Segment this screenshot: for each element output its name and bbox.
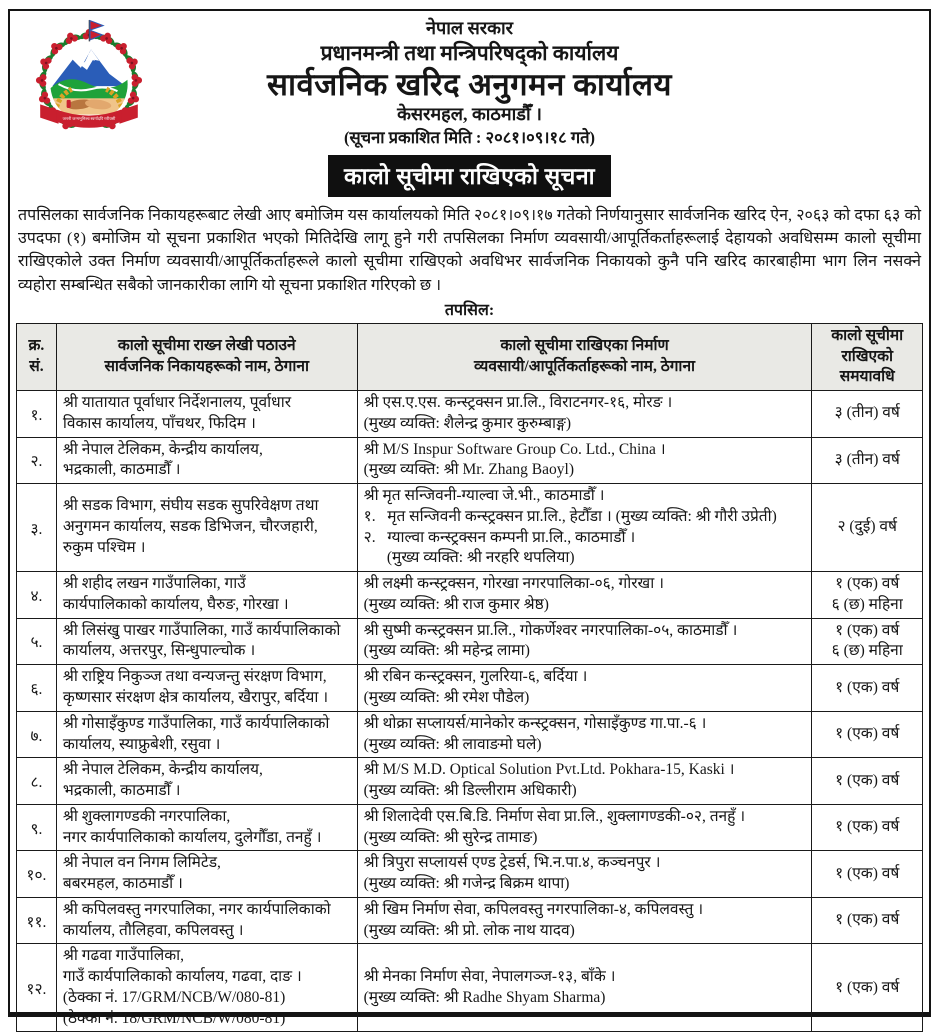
cell-line: २. ग्याल्वा कन्स्ट्रक्सन कम्पनी प्रा.लि., काठमाडौँ । xyxy=(364,528,806,549)
contractor-cell xyxy=(357,944,812,1032)
header-contractor xyxy=(357,323,812,390)
cell-line: १. मृत सन्जिवनी कन्स्ट्रक्सन प्रा.लि., हेटौँडा । (मुख्य व्यक्ति: श्री गौरी उप्रेती) xyxy=(364,507,806,528)
cell-line: (मुख्य व्यक्ति: श्री प्रो. लोक नाथ यादव) xyxy=(364,921,806,942)
government-name: नेपाल सरकार xyxy=(16,17,923,40)
contractor-cell xyxy=(357,437,812,484)
cell-line: श्री M/S Inspur Software Group Co. Ltd., China । xyxy=(364,440,806,461)
cell-line: (मुख्य व्यक्ति: श्री गजेन्द्र बिक्रम थापा) xyxy=(364,874,806,895)
table-row xyxy=(17,618,923,665)
duration-cell xyxy=(812,572,923,619)
cell-line: श्री नेपाल टेलिकम, केन्द्रीय कार्यालय, xyxy=(63,760,351,781)
header-line: क्र. xyxy=(23,336,50,357)
contractor-cell xyxy=(357,572,812,619)
cell-line: १ (एक) वर्ष xyxy=(818,910,916,931)
letterhead xyxy=(16,13,923,149)
header-public-body xyxy=(56,323,357,390)
cell-line: श्री शहीद लखन गाउँपालिका, गाउँ xyxy=(63,574,351,595)
public-body-cell xyxy=(56,437,357,484)
cell-line: कृष्णसार संरक्षण क्षेत्र कार्यालय, खैरापुर, बर्दिया । xyxy=(63,688,351,709)
cell-line: श्री त्रिपुरा सप्लायर्स एण्ड ट्रेडर्स, भि.न.पा.४, कञ्चनपुर । xyxy=(364,853,806,874)
table-row xyxy=(17,572,923,619)
cell-line: श्री राष्ट्रिय निकुञ्ज तथा वन्यजन्तु संरक्षण विभाग, xyxy=(63,667,351,688)
cell-line: बबरमहल, काठमाडौँ । xyxy=(63,874,351,895)
serial-number-cell: ११. xyxy=(17,897,57,944)
serial-number-cell: ५. xyxy=(17,618,57,665)
table-row xyxy=(17,944,923,1032)
serial-number-cell: ७. xyxy=(17,711,57,758)
cell-line: विकास कार्यालय, पाँचथर, फिदिम । xyxy=(63,414,351,435)
cell-line: श्री नेपाल टेलिकम, केन्द्रीय कार्यालय, xyxy=(63,440,351,461)
cell-line: २ (दुई) वर्ष xyxy=(818,517,916,538)
cell-line: अनुगमन कार्यालय, सडक डिभिजन, चौरजहारी, xyxy=(63,517,351,538)
office-name: सार्वजनिक खरिद अनुगमन कार्यालय xyxy=(16,67,923,103)
cell-line: (मुख्य व्यक्ति: श्री लावाङमो घले) xyxy=(364,735,806,756)
public-body-cell xyxy=(56,758,357,805)
table-row xyxy=(17,665,923,712)
public-body-cell xyxy=(56,897,357,944)
contractor-cell xyxy=(357,897,812,944)
cell-line: (ठेक्का नं. 18/GRM/NCB/W/080-81) xyxy=(63,1009,351,1030)
header-row xyxy=(17,323,923,390)
blacklist-table-body xyxy=(17,391,923,1032)
duration-cell xyxy=(812,484,923,572)
public-body-cell xyxy=(56,484,357,572)
contractor-cell xyxy=(357,851,812,898)
cell-line: भद्रकाली, काठमाडौँ । xyxy=(63,781,351,802)
cell-line: १ (एक) वर्ष xyxy=(818,574,916,595)
cell-line: श्री लिसंखु पाखर गाउँपालिका, गाउँ कार्यपालिकाको xyxy=(63,621,351,642)
header-line: समयावधि xyxy=(818,367,916,388)
cell-line: (मुख्य व्यक्ति: श्री सुरेन्द्र तामाङ) xyxy=(364,828,806,849)
cell-line: श्री गढवा गाउँपालिका, xyxy=(63,946,351,967)
notice-title-row xyxy=(16,155,923,197)
cell-line: ३ (तीन) वर्ष xyxy=(818,450,916,471)
cell-line: श्री मृत सन्जिवनी-ग्याल्वा जे.भी., काठमाडौँ । xyxy=(364,486,806,507)
header-line: कालो सूचीमा राख्न लेखी पठाउने xyxy=(63,336,351,357)
cell-line: १ (एक) वर्ष xyxy=(818,678,916,699)
public-body-cell xyxy=(56,572,357,619)
cell-line: १ (एक) वर्ष xyxy=(818,724,916,745)
table-row xyxy=(17,437,923,484)
cell-line: रुकुम पश्चिम । xyxy=(63,538,351,559)
office-address: केसरमहल, काठमाडौँ । xyxy=(16,102,923,126)
cell-line: भद्रकाली, काठमाडौँ । xyxy=(63,460,351,481)
public-body-cell xyxy=(56,711,357,758)
duration-cell xyxy=(812,391,923,438)
cell-line: श्री सडक विभाग, संघीय सडक सुपरिवेक्षण तथा xyxy=(63,496,351,517)
cell-line: श्री थोक्रा सप्लायर्स/मानेकोर कन्स्ट्रक्सन, गोसाइँकुण्ड गा.पा.-६ । xyxy=(364,714,806,735)
duration-cell xyxy=(812,897,923,944)
public-body-cell xyxy=(56,804,357,851)
table-row xyxy=(17,391,923,438)
cell-line: श्री रबिन कन्स्ट्रक्सन, गुलरिया-६, बर्दिया । xyxy=(364,667,806,688)
cell-line: (मुख्य व्यक्ति: श्री राज कुमार श्रेष्ठ) xyxy=(364,595,806,616)
cell-line: १ (एक) वर्ष xyxy=(818,817,916,838)
cell-line: श्री एस.ए.एस. कन्स्ट्रक्सन प्रा.लि., विराटनगर-१६, मोरङ । xyxy=(364,393,806,414)
nepal-government-emblem-icon xyxy=(28,19,150,139)
header-line: राखिएको xyxy=(818,347,916,368)
contractor-cell xyxy=(357,391,812,438)
contractor-cell xyxy=(357,665,812,712)
cell-line: श्री मेनका निर्माण सेवा, नेपालगञ्ज-१३, बाँके । xyxy=(364,967,806,988)
cell-line: ६ (छ) महिना xyxy=(818,595,916,616)
public-body-cell xyxy=(56,665,357,712)
public-body-cell xyxy=(56,391,357,438)
cell-line: कार्यपालिकाको कार्यालय, घैरुङ, गोरखा । xyxy=(63,595,351,616)
serial-number-cell: ८. xyxy=(17,758,57,805)
table-row xyxy=(17,484,923,572)
duration-cell xyxy=(812,851,923,898)
cell-line: श्री नेपाल वन निगम लिमिटेड, xyxy=(63,853,351,874)
table-row xyxy=(17,851,923,898)
cell-line: गाउँ कार्यपालिकाको कार्यालय, गढवा, दाङ । xyxy=(63,967,351,988)
notice-title: कालो सूचीमा राखिएको सूचना xyxy=(328,155,611,197)
header-serial xyxy=(17,323,57,390)
cell-line: (मुख्य व्यक्ति: शैलेन्द्र कुमार कुरुम्बाङ्ग) xyxy=(364,414,806,435)
blacklist-table-header xyxy=(17,323,923,390)
duration-cell xyxy=(812,665,923,712)
cell-line: श्री यातायात पूर्वाधार निर्देशनालय, पूर्वाधार xyxy=(63,393,351,414)
header-line: सं. xyxy=(23,357,50,378)
cell-line: श्री कपिलवस्तु नगरपालिका, नगर कार्यपालिकाको xyxy=(63,900,351,921)
cell-line: (मुख्य व्यक्ति: श्री Mr. Zhang Baoyl) xyxy=(364,460,806,481)
serial-number-cell: ६. xyxy=(17,665,57,712)
cell-line: ६ (छ) महिना xyxy=(818,641,916,662)
cell-line: श्री गोसाइँकुण्ड गाउँपालिका, गाउँ कार्यपालिकाको xyxy=(63,714,351,735)
cell-line: श्री लक्ष्मी कन्स्ट्रक्सन, गोरखा नगरपालिका-०६, गोरखा । xyxy=(364,574,806,595)
serial-number-cell: १०. xyxy=(17,851,57,898)
serial-number-cell: १. xyxy=(17,391,57,438)
cell-line: (मुख्य व्यक्ति: श्री रमेश पौडेल) xyxy=(364,688,806,709)
header-line: कालो सूचीमा xyxy=(818,326,916,347)
serial-number-cell: २. xyxy=(17,437,57,484)
contractor-cell xyxy=(357,711,812,758)
table-row xyxy=(17,711,923,758)
duration-cell xyxy=(812,758,923,805)
cell-line: १ (एक) वर्ष xyxy=(818,771,916,792)
notice-page xyxy=(8,9,931,1017)
cell-line: १ (एक) वर्ष xyxy=(818,864,916,885)
cell-line: (ठेक्का नं. 17/GRM/NCB/W/080-81) xyxy=(63,988,351,1009)
table-row xyxy=(17,804,923,851)
cell-line: (मुख्य व्यक्ति: श्री नरहरि थपलिया) xyxy=(364,548,806,569)
cell-line: (मुख्य व्यक्ति: श्री डिल्लीराम अधिकारी) xyxy=(364,781,806,802)
serial-number-cell: ३. xyxy=(17,484,57,572)
cell-line: कार्यालय, तौलिहवा, कपिलवस्तु । xyxy=(63,921,351,942)
cell-line: १ (एक) वर्ष xyxy=(818,978,916,999)
cell-line: श्री शुक्लागण्डकी नगरपालिका, xyxy=(63,807,351,828)
contractor-cell xyxy=(357,618,812,665)
blacklist-table xyxy=(16,323,923,1032)
cell-line: (मुख्य व्यक्ति: श्री महेन्द्र लामा) xyxy=(364,641,806,662)
cell-line: श्री खिम निर्माण सेवा, कपिलवस्तु नगरपालिका-४, कपिलवस्तु । xyxy=(364,900,806,921)
published-date: (सूचना प्रकाशित मिति : २०८१।०९।१८ गते) xyxy=(16,127,923,149)
tapasil-label: तपसिल: xyxy=(16,298,923,320)
duration-cell xyxy=(812,437,923,484)
contractor-cell xyxy=(357,804,812,851)
cell-line: श्री M/S M.D. Optical Solution Pvt.Ltd. Pokhara-15, Kaski । xyxy=(364,760,806,781)
cell-line: श्री शिलादेवी एस.बि.डि. निर्माण सेवा प्रा.लि., शुक्लागण्डकी-०२, तनहुँ । xyxy=(364,807,806,828)
cell-line: कार्यालय, अत्तरपुर, सिन्धुपाल्चोक । xyxy=(63,641,351,662)
header-line: व्यवसायी/आपूर्तिकर्ताहरूको नाम, ठेगाना xyxy=(364,357,806,378)
header-line: कालो सूचीमा राखिएका निर्माण xyxy=(364,336,806,357)
table-row xyxy=(17,758,923,805)
duration-cell xyxy=(812,804,923,851)
serial-number-cell: १२. xyxy=(17,944,57,1032)
duration-cell xyxy=(812,711,923,758)
cell-line: (मुख्य व्यक्ति: श्री Radhe Shyam Sharma) xyxy=(364,988,806,1009)
header-line: सार्वजनिक निकायहरूको नाम, ठेगाना xyxy=(63,357,351,378)
emblem-motto-text: जननी जन्मभूमिश्च स्वर्गादपि गरीयसी xyxy=(63,116,117,122)
duration-cell xyxy=(812,618,923,665)
notice-body-paragraph: तपसिलका सार्वजनिक निकायहरूबाट लेखी आए बमोजिम यस कार्यालयको मिति २०८१।०९।१७ गतेको निर्णयानुसार सार्वजनिक खरिद ऐन, २०६३ को दफा ६३ को उपदफा (१) बमोजिम यो सूचना प्रकाशित भएको मितिदेखि लागू हुने गरी तपसिलका निर्माण व्यवसायी/आपूर्तिकर्ताहरूलाई देहायको अवधिसम्म कालो सूचीमा राखिएकोले उक्त निर्माण व्यवसायी/आपूर्तिकर्ताहरूले कालो सूचीमा राखिएको अवधिभर सार्वजनिक निकायको कुनै पनि खरिद कारबाहीमा भाग लिन नसक्ने व्यहोरा सम्बन्धित सबैको जानकारीका लागि यो सूचना प्रकाशित गरिएको छ । xyxy=(16,204,923,297)
serial-number-cell: ४. xyxy=(17,572,57,619)
duration-cell xyxy=(812,944,923,1032)
serial-number-cell: ९. xyxy=(17,804,57,851)
cell-line: कार्यालय, स्याफ्रुबेशी, रसुवा । xyxy=(63,735,351,756)
public-body-cell xyxy=(56,851,357,898)
contractor-cell xyxy=(357,758,812,805)
cell-line: नगर कार्यपालिकाको कार्यालय, दुलेगौँडा, तनहुँ । xyxy=(63,828,351,849)
cell-line: ३ (तीन) वर्ष xyxy=(818,403,916,424)
table-row xyxy=(17,897,923,944)
cell-line: श्री सुष्मी कन्स्ट्रक्सन प्रा.लि., गोकर्णेश्वर नगरपालिका-०५, काठमाडौँ । xyxy=(364,621,806,642)
parent-office-name: प्रधानमन्त्री तथा मन्त्रिपरिषद्को कार्यालय xyxy=(16,40,923,67)
public-body-cell xyxy=(56,618,357,665)
cell-line: १ (एक) वर्ष xyxy=(818,621,916,642)
header-duration xyxy=(812,323,923,390)
contractor-cell xyxy=(357,484,812,572)
public-body-cell xyxy=(56,944,357,1032)
